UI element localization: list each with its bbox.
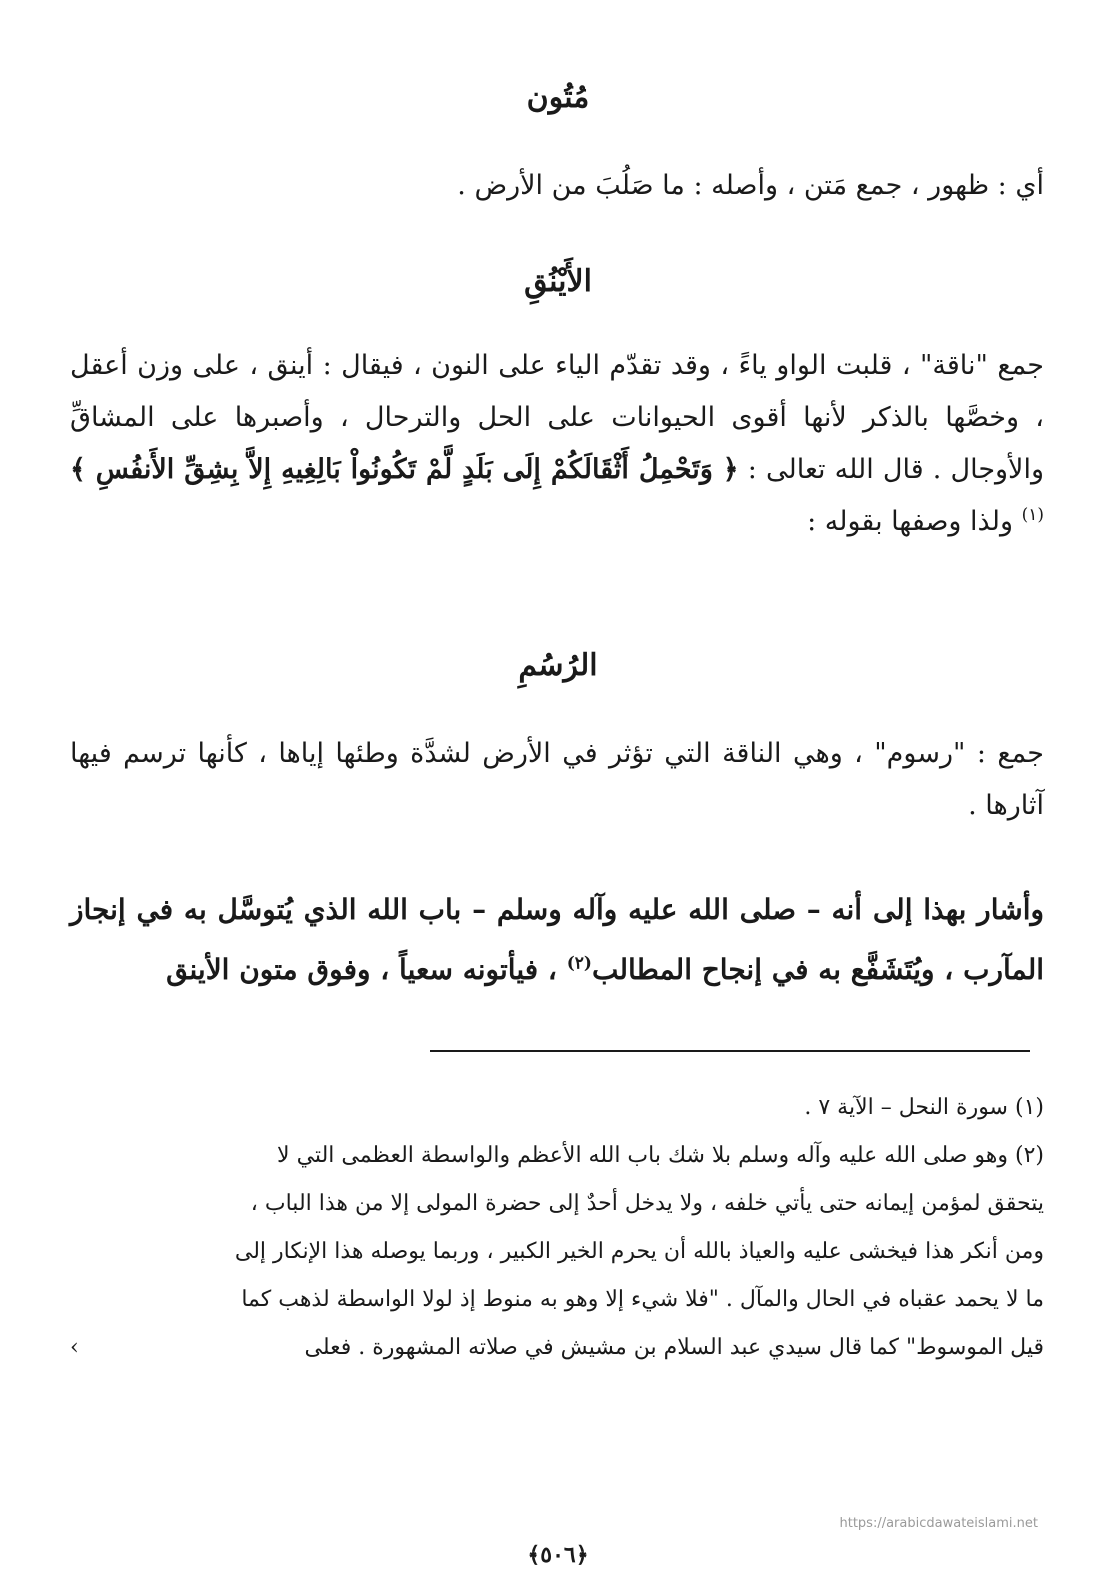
continue-mark: › <box>70 1335 79 1360</box>
footnote-2-line-2: يتحقق لمؤمن إيمانه حتى يأتي خلفه ، ولا يدخل أحدٌ إلى حضرة المولى إلا من هذا الباب ، <box>250 1191 1044 1216</box>
paragraph-mutun-definition: أي : ظهور ، جمع مَتن ، وأصله : ما صَلُبَ من الأرض . <box>457 170 1044 201</box>
explanation-text-part-1: وأشار بهذا إلى أنه – صلى الله عليه وآله وسلم – باب الله الذي يُتوسَّل به في إنجاز المآرب ، ويُتَشَفَّع به في إنجاح المطالب <box>70 893 1044 986</box>
paragraph-explanation <box>70 880 1044 1000</box>
heading-mutun: مُتُون <box>526 80 590 115</box>
footnote-divider <box>430 1050 1030 1052</box>
ayanuq-text-part-2: ولذا وصفها بقوله : <box>807 506 1013 537</box>
heading-rusum: الرُسُمِ <box>518 648 598 683</box>
quran-verse: ﴿ وَتَحْمِلُ أَثْقَالَكُمْ إِلَى بَلَدٍ لَّمْ تَكُونُواْ بَالِغِيهِ إِلاَّ بِشِقِّ الأَنفُسِ ﴾ <box>70 454 739 485</box>
footnote-1: (١) سورة النحل – الآية ٧ . <box>804 1095 1044 1120</box>
footnote-2-line-3: ومن أنكر هذا فيخشى عليه والعياذ بالله أن يحرم الخير الكبير ، وربما يوصله هذا الإنكار إلى <box>234 1239 1044 1264</box>
footnote-2-line-5-text: قيل الموسوط" كما قال سيدي عبد السلام بن مشيش في صلاته المشهورة . فعلى <box>304 1335 1044 1360</box>
watermark-url: https://arabicdawateislami.net <box>839 1516 1038 1531</box>
footnote-2-line-1: (٢) وهو صلى الله عليه وآله وسلم بلا شك باب الله الأعظم والواسطة العظمى التي لا <box>277 1143 1044 1168</box>
footnote-ref-2: (٢) <box>566 953 592 974</box>
paragraph-ayanuq-definition <box>70 340 1044 548</box>
heading-ayanuq: الأَيْنُقِ <box>524 264 592 299</box>
footnote-2-line-4: ما لا يحمد عقباه في الحال والمآل . "فلا شيء إلا وهو به منوط إذ لولا الواسطة لذهب كما <box>241 1287 1044 1312</box>
ayanuq-text-part-1: جمع "ناقة" ، قلبت الواو ياءً ، وقد تقدّم الياء على النون ، فيقال : أينق ، على وزن أعقل ، وخصَّها بالذكر لأنها أقوى الحيوانات على الحل والترحال ، وأصبرها على المشاقِّ والأوجال . قال الله تعالى : <box>70 350 1044 485</box>
footnotes <box>70 1084 1044 1372</box>
paragraph-rusum-definition: جمع : "رسوم" ، وهي الناقة التي تؤثر في الأرض لشدَّة وطئها إياها ، كأنها ترسم فيها آثارها . <box>70 738 1044 821</box>
footnote-ref-1: (١) <box>1021 505 1044 525</box>
page-number: ﴿٥٠٦﴾ <box>527 1542 589 1568</box>
footnote-2-line-5 <box>70 1324 1044 1372</box>
explanation-text-part-2: ، فيأتونه سعياً ، وفوق متون الأينق <box>166 953 557 986</box>
